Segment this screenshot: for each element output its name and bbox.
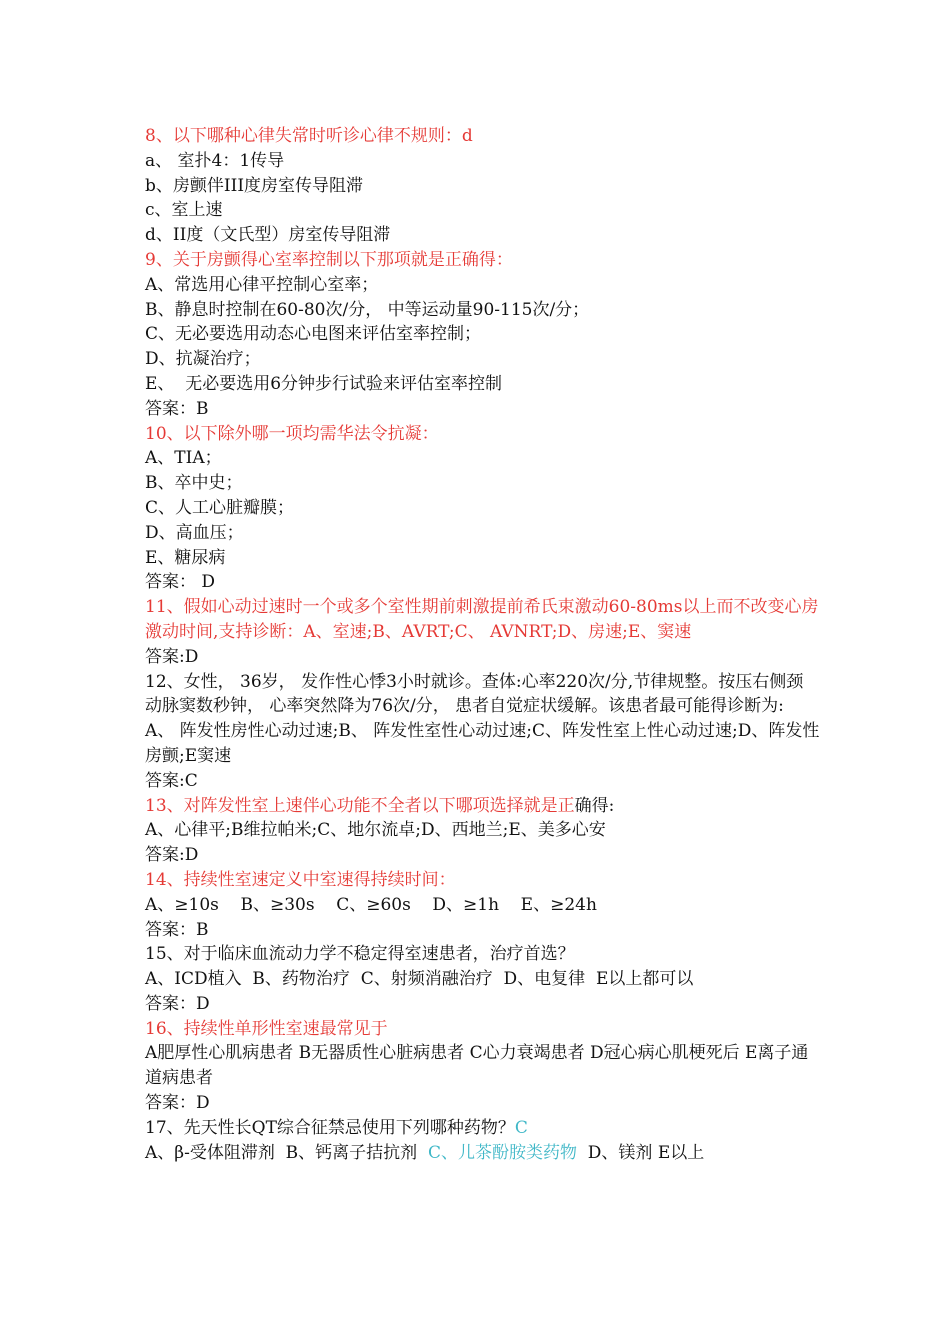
options-12: A、 阵发性房性心动过速;B、 阵发性室性心动过速;C、阵发性室上性心动过速;D、阵发性房颤;E窦速 <box>145 721 820 766</box>
question-10: 10、以下除外哪一项均需华法令抗凝： <box>145 423 439 444</box>
answer-14: 答案：B <box>145 919 209 940</box>
question-12: 12、女性， 36岁， 发作性心悸3小时就诊。查体:心率220次/分,节律规整。按压右侧颈动脉窦数秒钟， 心率突然降为76次/分， 患者自觉症状缓解。该患者最可能得诊断为: <box>145 671 804 717</box>
options-17-ab: A、β-受体阻滞剂 B、钙离子拮抗剂 <box>145 1142 428 1163</box>
answer-15: 答案：D <box>145 993 210 1014</box>
question-17-text: 17、先天性长QT综合征禁忌使用下列哪种药物？ <box>145 1117 515 1138</box>
question-14: 14、持续性室速定义中室速得持续时间： <box>145 869 456 890</box>
question-list <box>145 124 820 1165</box>
options-17-de: D、镁剂 E以上 <box>576 1142 705 1163</box>
option-8b: b、房颤伴III度房室传导阻滞 <box>145 175 364 196</box>
answer-16: 答案：D <box>145 1093 210 1114</box>
question-13-highlight: 13、对阵发性室上速伴心功能不全者以下哪项选择就是正 <box>145 795 575 816</box>
question-13-rest: 确得: <box>574 795 615 816</box>
answer-13: 答案:D <box>145 845 199 866</box>
option-9b: B、静息时控制在60-80次/分， 中等运动量90-115次/分； <box>145 299 590 320</box>
question-15: 15、对于临床血流动力学不稳定得室速患者，治疗首选？ <box>145 944 575 965</box>
option-9c: C、无必要选用动态心电图来评估室率控制； <box>145 324 482 345</box>
question-17 <box>145 1116 820 1141</box>
answer-10: 答案： D <box>145 572 216 593</box>
option-9a: A、常选用心律平控制心室率； <box>145 274 379 295</box>
options-16: A肥厚性心肌病患者 B无器质性心脏病患者 C心力衰竭患者 D冠心病心肌梗死后 E离子通道病患者 <box>145 1043 809 1089</box>
option-9e: E、 无必要选用6分钟步行试验来评估室率控制 <box>145 373 503 394</box>
option-10b: B、卒中史； <box>145 473 243 494</box>
option-10e: E、糖尿病 <box>145 547 226 568</box>
option-10a: A、TIA； <box>145 448 222 469</box>
options-17-c: C、儿茶酚胺类药物 <box>427 1142 577 1163</box>
question-9: 9、关于房颤得心室率控制以下那项就是正确得： <box>145 249 513 270</box>
question-11: 11、假如心动过速时一个或多个室性期前刺激提前希氏束激动60-80ms以上而不改变心房激动时间,支持诊断：A、室速;B、AVRT;C、 AVNRT;D、房速;E、窦速 <box>145 597 819 642</box>
options-17 <box>145 1141 820 1166</box>
question-17-answer: C <box>514 1117 528 1138</box>
answer-9: 答案：B <box>145 398 209 419</box>
question-13 <box>145 794 820 819</box>
option-8c: c、室上速 <box>145 200 223 221</box>
option-9d: D、抗凝治疗； <box>145 349 261 370</box>
option-10d: D、高血压； <box>145 522 244 543</box>
question-16: 16、持续性单形性室速最常见于 <box>145 1018 388 1039</box>
answer-12: 答案:C <box>145 770 198 791</box>
option-8d: d、II度（文氏型）房室传导阻滞 <box>145 225 391 246</box>
option-8a: a、 室扑4：1传导 <box>145 150 285 171</box>
answer-11: 答案:D <box>145 646 199 667</box>
options-13: A、心律平;B维拉帕米;C、地尔流卓;D、西地兰;E、美多心安 <box>145 820 606 841</box>
options-14: A、≥10s B、≥30s C、≥60s D、≥1h E、≥24h <box>145 894 597 915</box>
options-15: A、ICD植入 B、药物治疗 C、射频消融治疗 D、电复律 E以上都可以 <box>145 969 694 990</box>
question-8: 8、以下哪种心律失常时听诊心律不规则：d <box>145 126 473 146</box>
option-10c: C、人工心脏瓣膜； <box>145 497 295 518</box>
